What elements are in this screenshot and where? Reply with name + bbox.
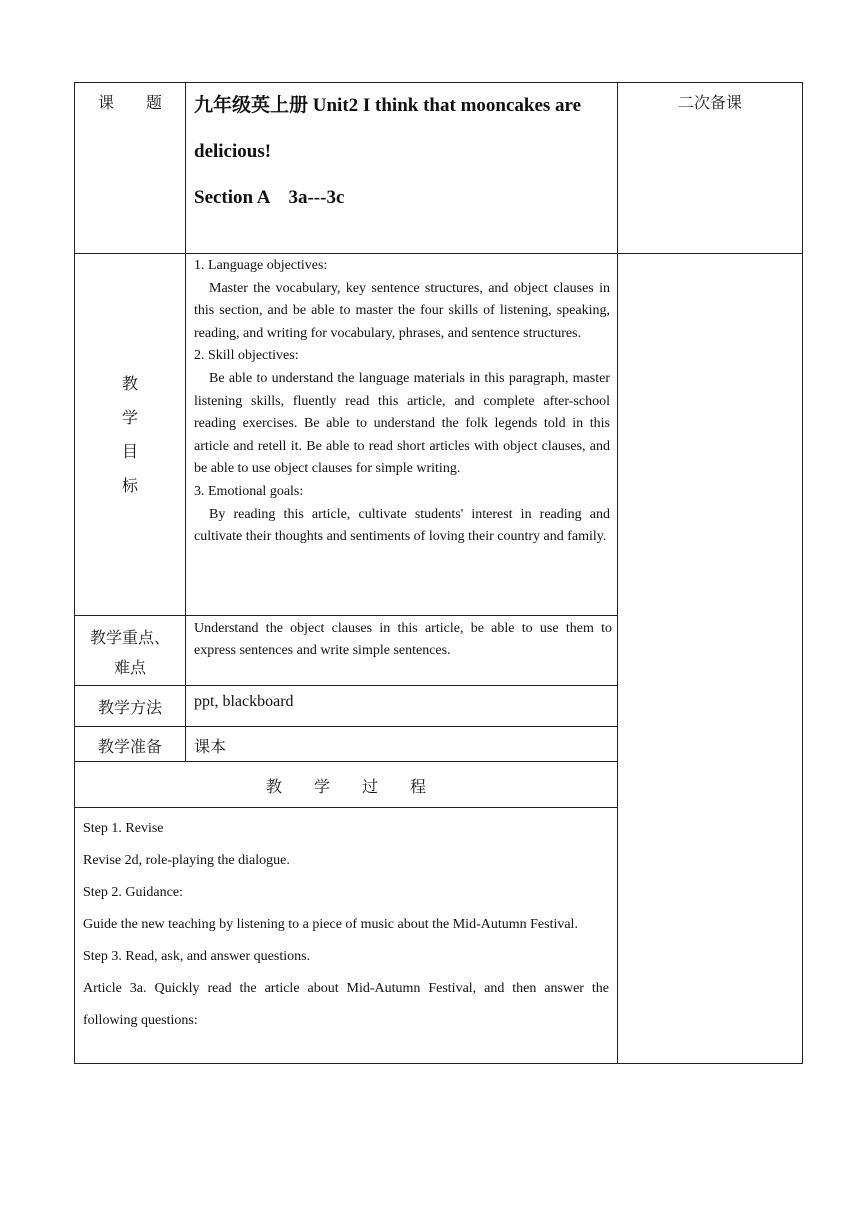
objective-heading: 2. Skill objectives: bbox=[194, 348, 299, 364]
process-step: Step 3. Read, ask, and answer questions. bbox=[83, 949, 311, 964]
objectives-label-char: 教 bbox=[121, 374, 138, 393]
objectives-label-char: 标 bbox=[121, 476, 138, 495]
process-heading: 教 学 过 程 bbox=[265, 777, 426, 796]
process-step: Step 2. Guidance: bbox=[83, 885, 183, 900]
objective-paragraph: Be able to understand the language materials in this paragraph, master listening skills, fluently read this article, and complete after-school reading exercises. Be able to understand the folk legends told in this article and retell it. Be able to read short articles with object clauses, and be able to use object clauses for simple writing. bbox=[194, 370, 610, 477]
key-points-text: Understand the object clauses in this article, be able to use them to express sentences and write simple sentences. bbox=[194, 621, 612, 658]
table-row-divider bbox=[74, 726, 618, 727]
table-row-divider bbox=[74, 615, 618, 616]
method-label: 教学方法 bbox=[97, 698, 162, 717]
preparation-label: 教学准备 bbox=[97, 737, 162, 756]
objective-paragraph: Master the vocabulary, key sentence structures, and object clauses in this section, and be able to master the four skills of listening, speaking, reading, and writing for vocabulary, phrases, and sentence structures. bbox=[194, 280, 610, 341]
process-step: Step 1. Revise bbox=[83, 821, 164, 836]
lesson-title-line: delicious! bbox=[194, 141, 272, 162]
process-paragraph: Revise 2d, role-playing the dialogue. bbox=[83, 853, 290, 868]
process-paragraph: Guide the new teaching by listening to a piece of music about the Mid-Autumn Festival. bbox=[83, 917, 578, 932]
objectives-label bbox=[75, 367, 185, 503]
key-points-label-line: 难点 bbox=[113, 658, 146, 677]
table-column-divider bbox=[617, 82, 618, 1064]
objective-heading: 1. Language objectives: bbox=[194, 258, 328, 273]
preparation-value: 课本 bbox=[194, 737, 227, 756]
table-column-divider bbox=[185, 82, 186, 762]
table-row-divider bbox=[74, 807, 618, 808]
table-border-right bbox=[802, 82, 803, 1064]
lesson-title-line: 九年级英上册 Unit2 I think that mooncakes are bbox=[194, 95, 582, 116]
key-points-label-line: 教学重点、 bbox=[89, 628, 170, 647]
section-title: Section A 3a---3c bbox=[194, 187, 345, 208]
table-border-left bbox=[74, 82, 75, 1064]
second-prep-label: 二次备课 bbox=[677, 93, 742, 112]
topic-label: 课 题 bbox=[97, 93, 162, 112]
objectives-label-char: 目 bbox=[121, 442, 138, 461]
lesson-title bbox=[194, 83, 614, 221]
objectives-label-char: 学 bbox=[121, 408, 138, 427]
key-points-label bbox=[75, 623, 185, 683]
objective-paragraph: By reading this article, cultivate students' interest in reading and cultivate their thoughts and sentiments of loving their country and family. bbox=[194, 506, 610, 545]
objectives-text bbox=[194, 255, 610, 549]
method-value: ppt, blackboard bbox=[194, 693, 294, 710]
table-row-divider bbox=[74, 685, 618, 686]
table-row-divider bbox=[74, 253, 803, 254]
table-border-bottom bbox=[74, 1063, 803, 1064]
process-paragraph: Article 3a. Quickly read the article about Mid-Autumn Festival, and then answer the following questions: bbox=[83, 981, 609, 1028]
process-text bbox=[83, 813, 609, 1037]
table-row-divider bbox=[74, 761, 618, 762]
objective-heading: 3. Emotional goals: bbox=[194, 483, 304, 499]
